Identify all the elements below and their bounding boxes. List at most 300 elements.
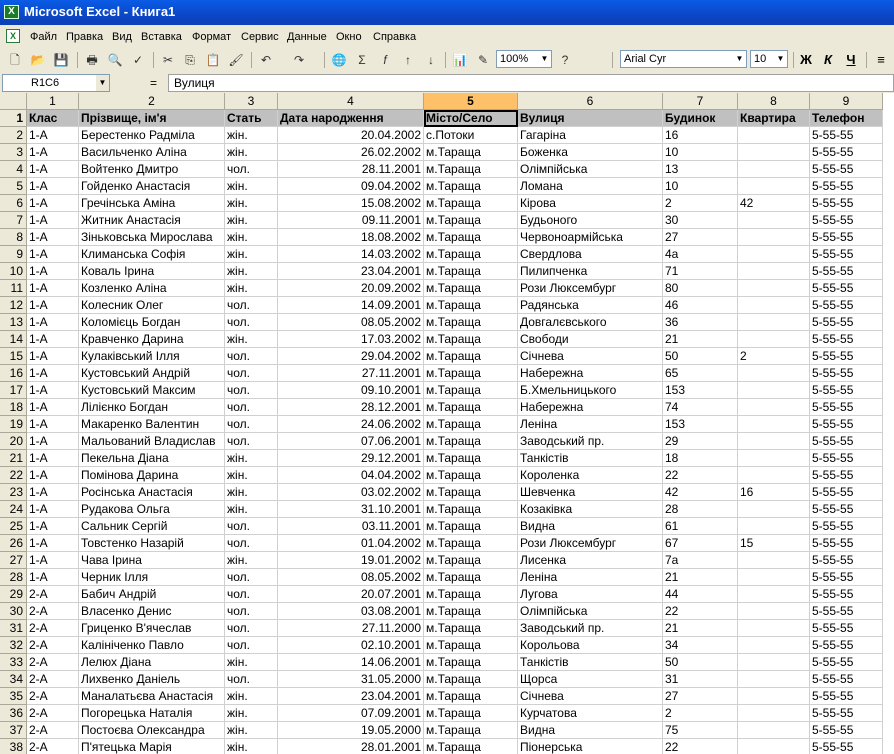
column-header[interactable]: 2 [79, 93, 225, 110]
bold-button[interactable]: Ж [800, 52, 812, 67]
table-cell[interactable]: Радянська [518, 297, 663, 314]
table-cell[interactable]: 21 [663, 569, 738, 586]
table-cell[interactable]: Ломана [518, 178, 663, 195]
table-cell[interactable] [738, 569, 810, 586]
table-cell[interactable]: 21 [663, 331, 738, 348]
table-cell[interactable]: 1-А [27, 144, 79, 161]
table-cell[interactable]: 75 [663, 722, 738, 739]
table-cell[interactable]: 29.04.2002 [278, 348, 424, 365]
table-cell[interactable]: 5-55-55 [810, 314, 883, 331]
table-cell[interactable]: Піонерська [518, 739, 663, 754]
hyperlink-icon[interactable]: 🌐 [331, 53, 347, 67]
table-cell[interactable]: 50 [663, 348, 738, 365]
table-cell[interactable]: жін. [225, 501, 278, 518]
menu-help[interactable]: Справка [373, 31, 417, 43]
table-cell[interactable]: Січнева [518, 688, 663, 705]
table-cell[interactable]: Кірова [518, 195, 663, 212]
table-cell[interactable]: 10 [663, 144, 738, 161]
table-cell[interactable]: П'ятецька Марія [79, 739, 225, 754]
table-cell[interactable]: 03.11.2001 [278, 518, 424, 535]
print-preview-icon[interactable]: 🔍 [107, 53, 123, 67]
autosum-icon[interactable]: Σ [358, 53, 366, 67]
table-cell[interactable]: 5-55-55 [810, 433, 883, 450]
table-cell[interactable] [738, 688, 810, 705]
table-cell[interactable]: 1-А [27, 518, 79, 535]
table-cell[interactable]: м.Тараща [424, 246, 518, 263]
table-cell[interactable]: 5-55-55 [810, 297, 883, 314]
row-header[interactable]: 11 [0, 280, 27, 297]
table-cell[interactable]: Козленко Аліна [79, 280, 225, 297]
print-icon[interactable]: 🖶 [86, 53, 98, 67]
table-cell[interactable]: 20.04.2002 [278, 127, 424, 144]
table-cell[interactable]: 1-А [27, 127, 79, 144]
table-cell[interactable]: Лугова [518, 586, 663, 603]
table-cell[interactable]: 5-55-55 [810, 416, 883, 433]
table-cell[interactable]: Власенко Денис [79, 603, 225, 620]
table-cell[interactable]: Олімпійська [518, 603, 663, 620]
table-cell[interactable]: Олімпійська [518, 161, 663, 178]
chevron-down-icon[interactable]: ▼ [735, 54, 744, 63]
table-cell[interactable]: 5-55-55 [810, 722, 883, 739]
table-cell[interactable]: 71 [663, 263, 738, 280]
table-cell[interactable]: Гойденко Анастасія [79, 178, 225, 195]
table-cell[interactable]: 24.06.2002 [278, 416, 424, 433]
row-header[interactable]: 15 [0, 348, 27, 365]
table-cell[interactable]: 31.10.2001 [278, 501, 424, 518]
table-cell[interactable]: Помінова Дарина [79, 467, 225, 484]
table-cell[interactable]: Зіньковська Мирослава [79, 229, 225, 246]
table-cell[interactable] [738, 297, 810, 314]
row-header[interactable]: 27 [0, 552, 27, 569]
table-cell[interactable]: 5-55-55 [810, 161, 883, 178]
row-header[interactable]: 36 [0, 705, 27, 722]
table-cell[interactable]: 5-55-55 [810, 195, 883, 212]
table-cell[interactable]: 14.06.2001 [278, 654, 424, 671]
table-cell[interactable]: м.Тараща [424, 416, 518, 433]
underline-button[interactable]: Ч [846, 52, 856, 67]
table-cell[interactable]: 5-55-55 [810, 739, 883, 754]
table-cell[interactable] [738, 654, 810, 671]
table-cell[interactable]: 2-А [27, 688, 79, 705]
table-cell[interactable]: чол. [225, 399, 278, 416]
table-cell[interactable]: 67 [663, 535, 738, 552]
row-header[interactable]: 28 [0, 569, 27, 586]
menu-edit[interactable]: Правка [66, 31, 104, 43]
table-cell[interactable]: чол. [225, 586, 278, 603]
column-header[interactable]: 7 [663, 93, 738, 110]
table-cell[interactable]: Танкістів [518, 450, 663, 467]
table-cell[interactable]: Войтенко Дмитро [79, 161, 225, 178]
table-cell[interactable]: м.Тараща [424, 501, 518, 518]
table-cell[interactable]: 1-А [27, 535, 79, 552]
table-cell[interactable]: Житник Анастасія [79, 212, 225, 229]
table-cell[interactable]: Бабич Андрій [79, 586, 225, 603]
table-cell[interactable] [738, 178, 810, 195]
row-header[interactable]: 4 [0, 161, 27, 178]
header-cell[interactable]: Місто/Село [424, 110, 518, 127]
row-header[interactable]: 20 [0, 433, 27, 450]
table-cell[interactable]: 27 [663, 688, 738, 705]
table-cell[interactable]: чол. [225, 433, 278, 450]
table-cell[interactable]: 2-А [27, 654, 79, 671]
menu-view[interactable]: Вид [112, 31, 132, 43]
column-header[interactable]: 8 [738, 93, 810, 110]
table-cell[interactable]: Чава Ірина [79, 552, 225, 569]
row-header[interactable]: 25 [0, 518, 27, 535]
menu-insert[interactable]: Вставка [141, 31, 182, 43]
select-all-corner[interactable] [0, 93, 27, 110]
table-cell[interactable]: м.Тараща [424, 229, 518, 246]
table-cell[interactable]: чол. [225, 365, 278, 382]
table-cell[interactable]: 61 [663, 518, 738, 535]
table-cell[interactable]: м.Тараща [424, 161, 518, 178]
table-cell[interactable]: 09.04.2002 [278, 178, 424, 195]
table-cell[interactable]: 5-55-55 [810, 450, 883, 467]
table-cell[interactable]: 5-55-55 [810, 212, 883, 229]
table-cell[interactable]: жін. [225, 229, 278, 246]
table-cell[interactable]: 27 [663, 229, 738, 246]
table-cell[interactable]: 1-А [27, 552, 79, 569]
table-cell[interactable]: Леніна [518, 569, 663, 586]
table-cell[interactable]: жін. [225, 212, 278, 229]
open-icon[interactable]: 📂 [30, 53, 46, 67]
table-cell[interactable]: 42 [738, 195, 810, 212]
table-cell[interactable]: м.Тараща [424, 467, 518, 484]
row-header[interactable]: 30 [0, 603, 27, 620]
table-cell[interactable]: 2-А [27, 620, 79, 637]
table-cell[interactable] [738, 501, 810, 518]
table-cell[interactable]: жін. [225, 722, 278, 739]
table-cell[interactable]: м.Тараща [424, 484, 518, 501]
table-cell[interactable]: 5-55-55 [810, 263, 883, 280]
table-cell[interactable]: 1-А [27, 314, 79, 331]
table-cell[interactable]: Заводський пр. [518, 433, 663, 450]
align-left-icon[interactable]: ≡ [877, 52, 885, 67]
table-cell[interactable]: Будьоного [518, 212, 663, 229]
table-cell[interactable]: Маналатьєва Анастасія [79, 688, 225, 705]
table-cell[interactable]: м.Тараща [424, 399, 518, 416]
table-cell[interactable]: Козаківка [518, 501, 663, 518]
table-cell[interactable]: 153 [663, 382, 738, 399]
table-cell[interactable]: жін. [225, 331, 278, 348]
table-cell[interactable]: 29.12.2001 [278, 450, 424, 467]
table-cell[interactable]: 36 [663, 314, 738, 331]
table-cell[interactable]: Короленка [518, 467, 663, 484]
table-cell[interactable]: м.Тараща [424, 603, 518, 620]
spelling-icon[interactable]: ✓ [132, 53, 144, 67]
table-cell[interactable]: 20.09.2002 [278, 280, 424, 297]
table-cell[interactable]: 2-А [27, 739, 79, 754]
font-name-select[interactable] [620, 50, 747, 68]
table-cell[interactable]: 2 [663, 705, 738, 722]
table-cell[interactable]: 5-55-55 [810, 382, 883, 399]
table-cell[interactable]: Коваль Ірина [79, 263, 225, 280]
menu-format[interactable]: Формат [192, 31, 232, 43]
table-cell[interactable]: 26.02.2002 [278, 144, 424, 161]
header-cell[interactable]: Квартира [738, 110, 810, 127]
table-cell[interactable]: м.Тараща [424, 688, 518, 705]
table-cell[interactable]: м.Тараща [424, 552, 518, 569]
row-header[interactable]: 23 [0, 484, 27, 501]
table-cell[interactable]: 10 [663, 178, 738, 195]
table-cell[interactable] [738, 144, 810, 161]
table-cell[interactable]: м.Тараща [424, 569, 518, 586]
header-cell[interactable]: Будинок [663, 110, 738, 127]
table-cell[interactable]: м.Тараща [424, 620, 518, 637]
table-cell[interactable] [738, 263, 810, 280]
table-cell[interactable]: Боженка [518, 144, 663, 161]
table-cell[interactable]: чол. [225, 620, 278, 637]
table-cell[interactable]: 15.08.2002 [278, 195, 424, 212]
table-cell[interactable]: чол. [225, 314, 278, 331]
table-cell[interactable]: Шевченка [518, 484, 663, 501]
table-cell[interactable]: жін. [225, 688, 278, 705]
table-cell[interactable]: Заводський пр. [518, 620, 663, 637]
table-cell[interactable]: 4а [663, 246, 738, 263]
table-cell[interactable]: Кулаківський Ілля [79, 348, 225, 365]
table-cell[interactable]: 27.11.2001 [278, 365, 424, 382]
table-cell[interactable]: Росінська Анастасія [79, 484, 225, 501]
table-cell[interactable]: Корольова [518, 637, 663, 654]
table-cell[interactable]: 22 [663, 739, 738, 754]
table-cell[interactable] [738, 229, 810, 246]
table-cell[interactable]: м.Тараща [424, 586, 518, 603]
worksheet-grid[interactable] [0, 93, 894, 754]
table-cell[interactable]: 28.11.2001 [278, 161, 424, 178]
table-cell[interactable]: Рози Люксембург [518, 535, 663, 552]
table-cell[interactable]: чол. [225, 348, 278, 365]
table-cell[interactable]: 1-А [27, 569, 79, 586]
table-cell[interactable]: чол. [225, 416, 278, 433]
row-header[interactable]: 1 [0, 110, 27, 127]
menu-window[interactable]: Окно [336, 31, 362, 43]
table-cell[interactable] [738, 671, 810, 688]
table-cell[interactable]: 1-А [27, 297, 79, 314]
table-cell[interactable]: м.Тараща [424, 671, 518, 688]
row-header[interactable]: 8 [0, 229, 27, 246]
chevron-down-icon[interactable]: ▼ [776, 54, 785, 63]
table-cell[interactable] [738, 518, 810, 535]
column-header[interactable]: 9 [810, 93, 883, 110]
table-cell[interactable]: 27.11.2000 [278, 620, 424, 637]
table-cell[interactable]: чол. [225, 297, 278, 314]
table-cell[interactable]: 5-55-55 [810, 127, 883, 144]
row-header[interactable]: 2 [0, 127, 27, 144]
table-cell[interactable]: 14.09.2001 [278, 297, 424, 314]
table-cell[interactable] [738, 212, 810, 229]
table-cell[interactable] [738, 603, 810, 620]
table-cell[interactable]: 28 [663, 501, 738, 518]
table-cell[interactable]: Берестенко Радміла [79, 127, 225, 144]
drawing-icon[interactable]: ✎ [477, 53, 489, 67]
table-cell[interactable]: м.Тараща [424, 178, 518, 195]
header-cell[interactable]: Стать [225, 110, 278, 127]
table-cell[interactable]: жін. [225, 178, 278, 195]
table-cell[interactable]: Довгалєвського [518, 314, 663, 331]
paste-icon[interactable]: 📋 [205, 53, 221, 67]
table-cell[interactable]: м.Тараща [424, 212, 518, 229]
table-cell[interactable]: 08.05.2002 [278, 314, 424, 331]
table-cell[interactable]: Сальник Сергій [79, 518, 225, 535]
table-cell[interactable]: 5-55-55 [810, 144, 883, 161]
table-cell[interactable]: чол. [225, 161, 278, 178]
table-cell[interactable]: м.Тараща [424, 654, 518, 671]
table-cell[interactable]: жін. [225, 484, 278, 501]
table-cell[interactable]: 1-А [27, 263, 79, 280]
table-cell[interactable]: 1-А [27, 484, 79, 501]
table-cell[interactable]: Б.Хмельницького [518, 382, 663, 399]
table-cell[interactable]: 2-А [27, 637, 79, 654]
table-cell[interactable]: 44 [663, 586, 738, 603]
sort-ascending-icon[interactable]: ↑ [405, 53, 411, 67]
table-cell[interactable] [738, 314, 810, 331]
table-cell[interactable]: 03.02.2002 [278, 484, 424, 501]
row-header[interactable]: 9 [0, 246, 27, 263]
table-cell[interactable]: Лисенка [518, 552, 663, 569]
table-cell[interactable]: Коломієць Богдан [79, 314, 225, 331]
table-cell[interactable]: Товстенко Назарій [79, 535, 225, 552]
table-cell[interactable]: 5-55-55 [810, 178, 883, 195]
table-cell[interactable]: 03.08.2001 [278, 603, 424, 620]
table-cell[interactable]: 28.01.2001 [278, 739, 424, 754]
table-cell[interactable]: жін. [225, 280, 278, 297]
table-cell[interactable]: 22 [663, 603, 738, 620]
table-cell[interactable]: 1-А [27, 246, 79, 263]
table-cell[interactable]: жін. [225, 127, 278, 144]
table-cell[interactable]: Січнева [518, 348, 663, 365]
table-cell[interactable]: 153 [663, 416, 738, 433]
table-cell[interactable]: 5-55-55 [810, 280, 883, 297]
table-cell[interactable]: м.Тараща [424, 637, 518, 654]
table-cell[interactable]: жін. [225, 263, 278, 280]
table-cell[interactable]: Червоноармійська [518, 229, 663, 246]
table-cell[interactable]: м.Тараща [424, 722, 518, 739]
table-cell[interactable]: м.Тараща [424, 705, 518, 722]
table-cell[interactable] [738, 467, 810, 484]
table-cell[interactable]: 15 [738, 535, 810, 552]
table-cell[interactable]: м.Тараща [424, 433, 518, 450]
table-cell[interactable]: 5-55-55 [810, 705, 883, 722]
table-cell[interactable]: жін. [225, 450, 278, 467]
table-cell[interactable]: Лелюх Діана [79, 654, 225, 671]
table-cell[interactable]: м.Тараща [424, 263, 518, 280]
table-cell[interactable]: м.Тараща [424, 518, 518, 535]
table-cell[interactable]: Рудакова Ольга [79, 501, 225, 518]
format-painter-icon[interactable]: 🖌 [228, 53, 244, 67]
table-cell[interactable]: 2 [738, 348, 810, 365]
table-cell[interactable]: 5-55-55 [810, 399, 883, 416]
table-cell[interactable] [738, 450, 810, 467]
cut-icon[interactable]: ✂ [162, 53, 174, 67]
table-cell[interactable] [738, 382, 810, 399]
row-header[interactable]: 10 [0, 263, 27, 280]
table-cell[interactable]: Гречінська Аміна [79, 195, 225, 212]
table-cell[interactable]: жін. [225, 654, 278, 671]
table-cell[interactable]: жін. [225, 739, 278, 754]
table-cell[interactable]: 09.11.2001 [278, 212, 424, 229]
table-cell[interactable]: 5-55-55 [810, 569, 883, 586]
table-cell[interactable] [738, 161, 810, 178]
formula-equals[interactable]: = [150, 76, 158, 90]
table-cell[interactable]: 5-55-55 [810, 688, 883, 705]
row-header[interactable]: 35 [0, 688, 27, 705]
table-cell[interactable]: 5-55-55 [810, 671, 883, 688]
table-cell[interactable]: с.Потоки [424, 127, 518, 144]
table-cell[interactable] [738, 365, 810, 382]
table-cell[interactable]: 1-А [27, 382, 79, 399]
table-cell[interactable] [738, 637, 810, 654]
table-cell[interactable]: 65 [663, 365, 738, 382]
table-cell[interactable]: 5-55-55 [810, 603, 883, 620]
table-cell[interactable]: 2-А [27, 722, 79, 739]
table-cell[interactable]: Васильченко Аліна [79, 144, 225, 161]
table-cell[interactable]: 29 [663, 433, 738, 450]
table-cell[interactable]: 18 [663, 450, 738, 467]
new-icon[interactable]: 🗋 [10, 53, 20, 67]
table-cell[interactable]: 13 [663, 161, 738, 178]
table-cell[interactable]: Курчатова [518, 705, 663, 722]
function-icon[interactable]: f [383, 53, 387, 67]
save-icon[interactable]: 💾 [53, 53, 69, 67]
row-header[interactable]: 16 [0, 365, 27, 382]
row-header[interactable]: 21 [0, 450, 27, 467]
zoom-select[interactable] [496, 50, 552, 68]
table-cell[interactable]: Колесник Олег [79, 297, 225, 314]
table-cell[interactable]: 1-А [27, 280, 79, 297]
table-cell[interactable] [738, 246, 810, 263]
row-header[interactable]: 38 [0, 739, 27, 754]
table-cell[interactable]: Свободи [518, 331, 663, 348]
table-cell[interactable]: 14.03.2002 [278, 246, 424, 263]
table-cell[interactable]: Видна [518, 518, 663, 535]
table-cell[interactable] [738, 280, 810, 297]
table-cell[interactable]: 30 [663, 212, 738, 229]
chevron-down-icon[interactable]: ▼ [540, 54, 549, 63]
table-cell[interactable]: 23.04.2001 [278, 263, 424, 280]
row-header[interactable]: 19 [0, 416, 27, 433]
table-cell[interactable]: м.Тараща [424, 382, 518, 399]
table-cell[interactable]: чол. [225, 603, 278, 620]
table-cell[interactable] [738, 552, 810, 569]
table-cell[interactable] [738, 722, 810, 739]
table-cell[interactable]: чол. [225, 671, 278, 688]
workbook-icon[interactable]: X [6, 29, 20, 43]
table-cell[interactable]: Гриценко В'ячеслав [79, 620, 225, 637]
table-cell[interactable]: жін. [225, 195, 278, 212]
table-cell[interactable]: 2-А [27, 586, 79, 603]
table-cell[interactable]: 04.04.2002 [278, 467, 424, 484]
table-cell[interactable]: 16 [663, 127, 738, 144]
copy-icon[interactable]: ⎘ [185, 53, 195, 67]
table-cell[interactable]: 2-А [27, 671, 79, 688]
table-cell[interactable] [738, 433, 810, 450]
row-header[interactable]: 18 [0, 399, 27, 416]
table-cell[interactable]: м.Тараща [424, 348, 518, 365]
column-header[interactable]: 6 [518, 93, 663, 110]
table-cell[interactable]: 1-А [27, 348, 79, 365]
menu-file[interactable]: Файл [30, 31, 58, 43]
table-cell[interactable]: чол. [225, 569, 278, 586]
table-cell[interactable]: 16 [738, 484, 810, 501]
table-cell[interactable]: жін. [225, 552, 278, 569]
table-cell[interactable]: Кустовський Андрій [79, 365, 225, 382]
table-cell[interactable]: 34 [663, 637, 738, 654]
table-cell[interactable]: 07.09.2001 [278, 705, 424, 722]
table-cell[interactable]: 20.07.2001 [278, 586, 424, 603]
table-cell[interactable] [738, 620, 810, 637]
table-cell[interactable]: чол. [225, 382, 278, 399]
table-cell[interactable]: 46 [663, 297, 738, 314]
